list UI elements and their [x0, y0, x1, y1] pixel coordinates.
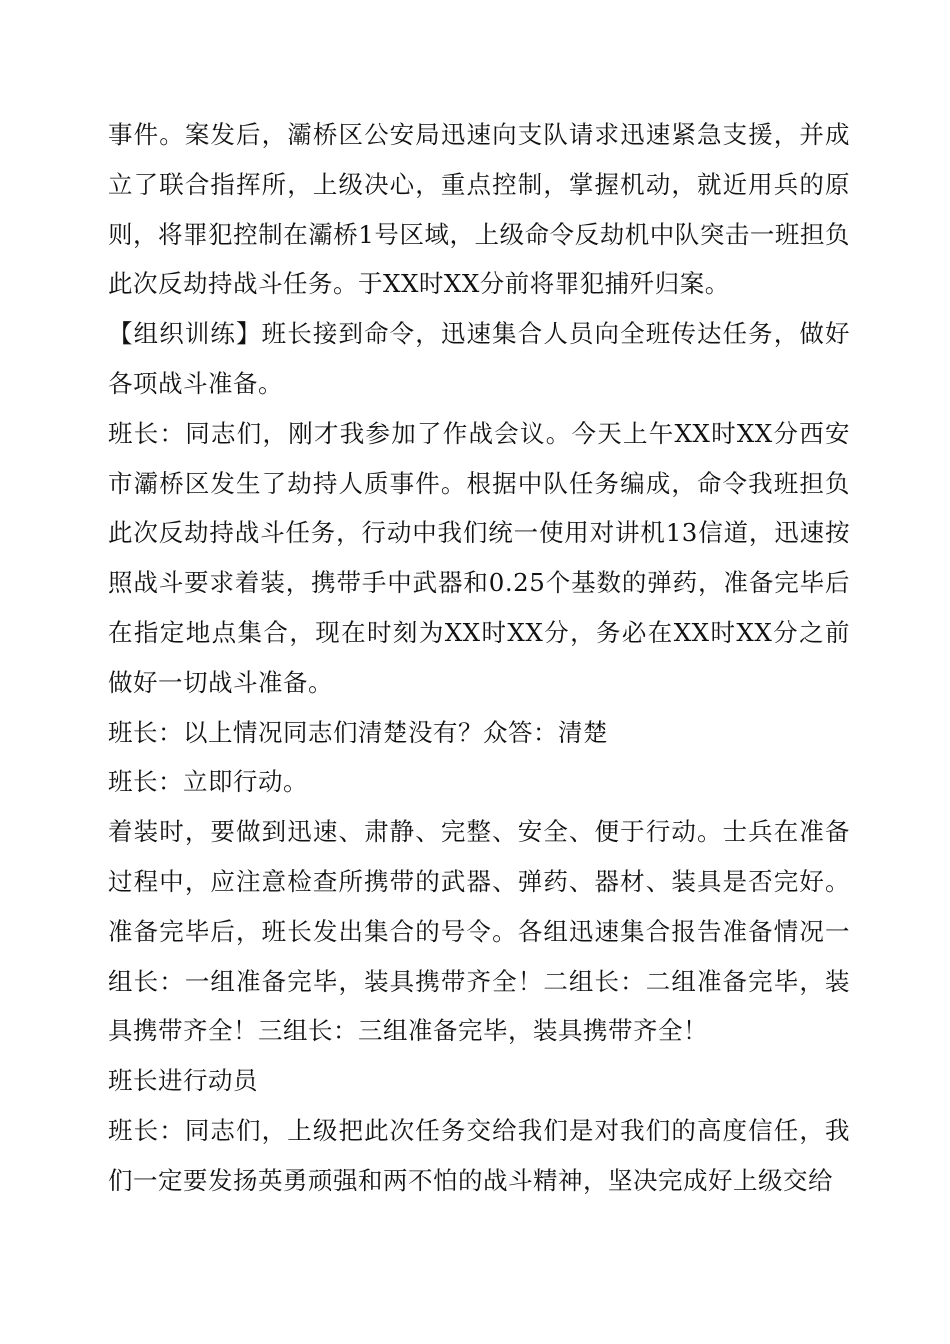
paragraph-incident: 事件。案发后，灞桥区公安局迅速向支队请求迅速紧急支援，并成立了联合指挥所，上级决心，重点控制，掌握机动，就近用兵的原则，将罪犯控制在灞桥1号区域，上级命令反劫机中队突击一班担负此次反劫持战斗任务。于XX时XX分前将罪犯捕歼归案。	[108, 120, 850, 299]
paragraph-action-order: 班长：立即行动。	[108, 767, 308, 797]
paragraph-mobilization-heading: 班长进行动员	[108, 1066, 258, 1096]
document-body	[108, 110, 850, 1206]
paragraph-confirmation: 班长：以上情况同志们清楚没有？众答：清楚	[108, 717, 608, 747]
paragraph-squad-leader-briefing: 班长：同志们，刚才我参加了作战会议。今天上午XX时XX分西安市灞桥区发生了劫持人质事件。根据中队任务编成，命令我班担负此次反劫持战斗任务，行动中我们统一使用对讲机13信道，迅速按照战斗要求着装，携带手中武器和0.25个基数的弹药，准备完毕后在指定地点集合，现在时刻为XX时XX分，务必在XX时XX分之前做好一切战斗准备。	[108, 418, 850, 697]
paragraph-mobilization-speech: 班长：同志们，上级把此次任务交给我们是对我们的高度信任，我们一定要发扬英勇顽强和两不怕的战斗精神，坚决完成好上级交给	[108, 1115, 850, 1195]
paragraph-preparation: 着装时，要做到迅速、肃静、完整、安全、便于行动。士兵在准备过程中，应注意检查所携带的武器、弹药、器材、装具是否完好。准备完毕后，班长发出集合的号令。各组迅速集合报告准备情况一组长：一组准备完毕，装具携带齐全！二组长：二组准备完毕，装具携带齐全！三组长：三组准备完毕，装具携带齐全！	[108, 817, 850, 1046]
paragraph-organize-training: 【组织训练】班长接到命令，迅速集合人员向全班传达任务，做好各项战斗准备。	[108, 319, 850, 398]
